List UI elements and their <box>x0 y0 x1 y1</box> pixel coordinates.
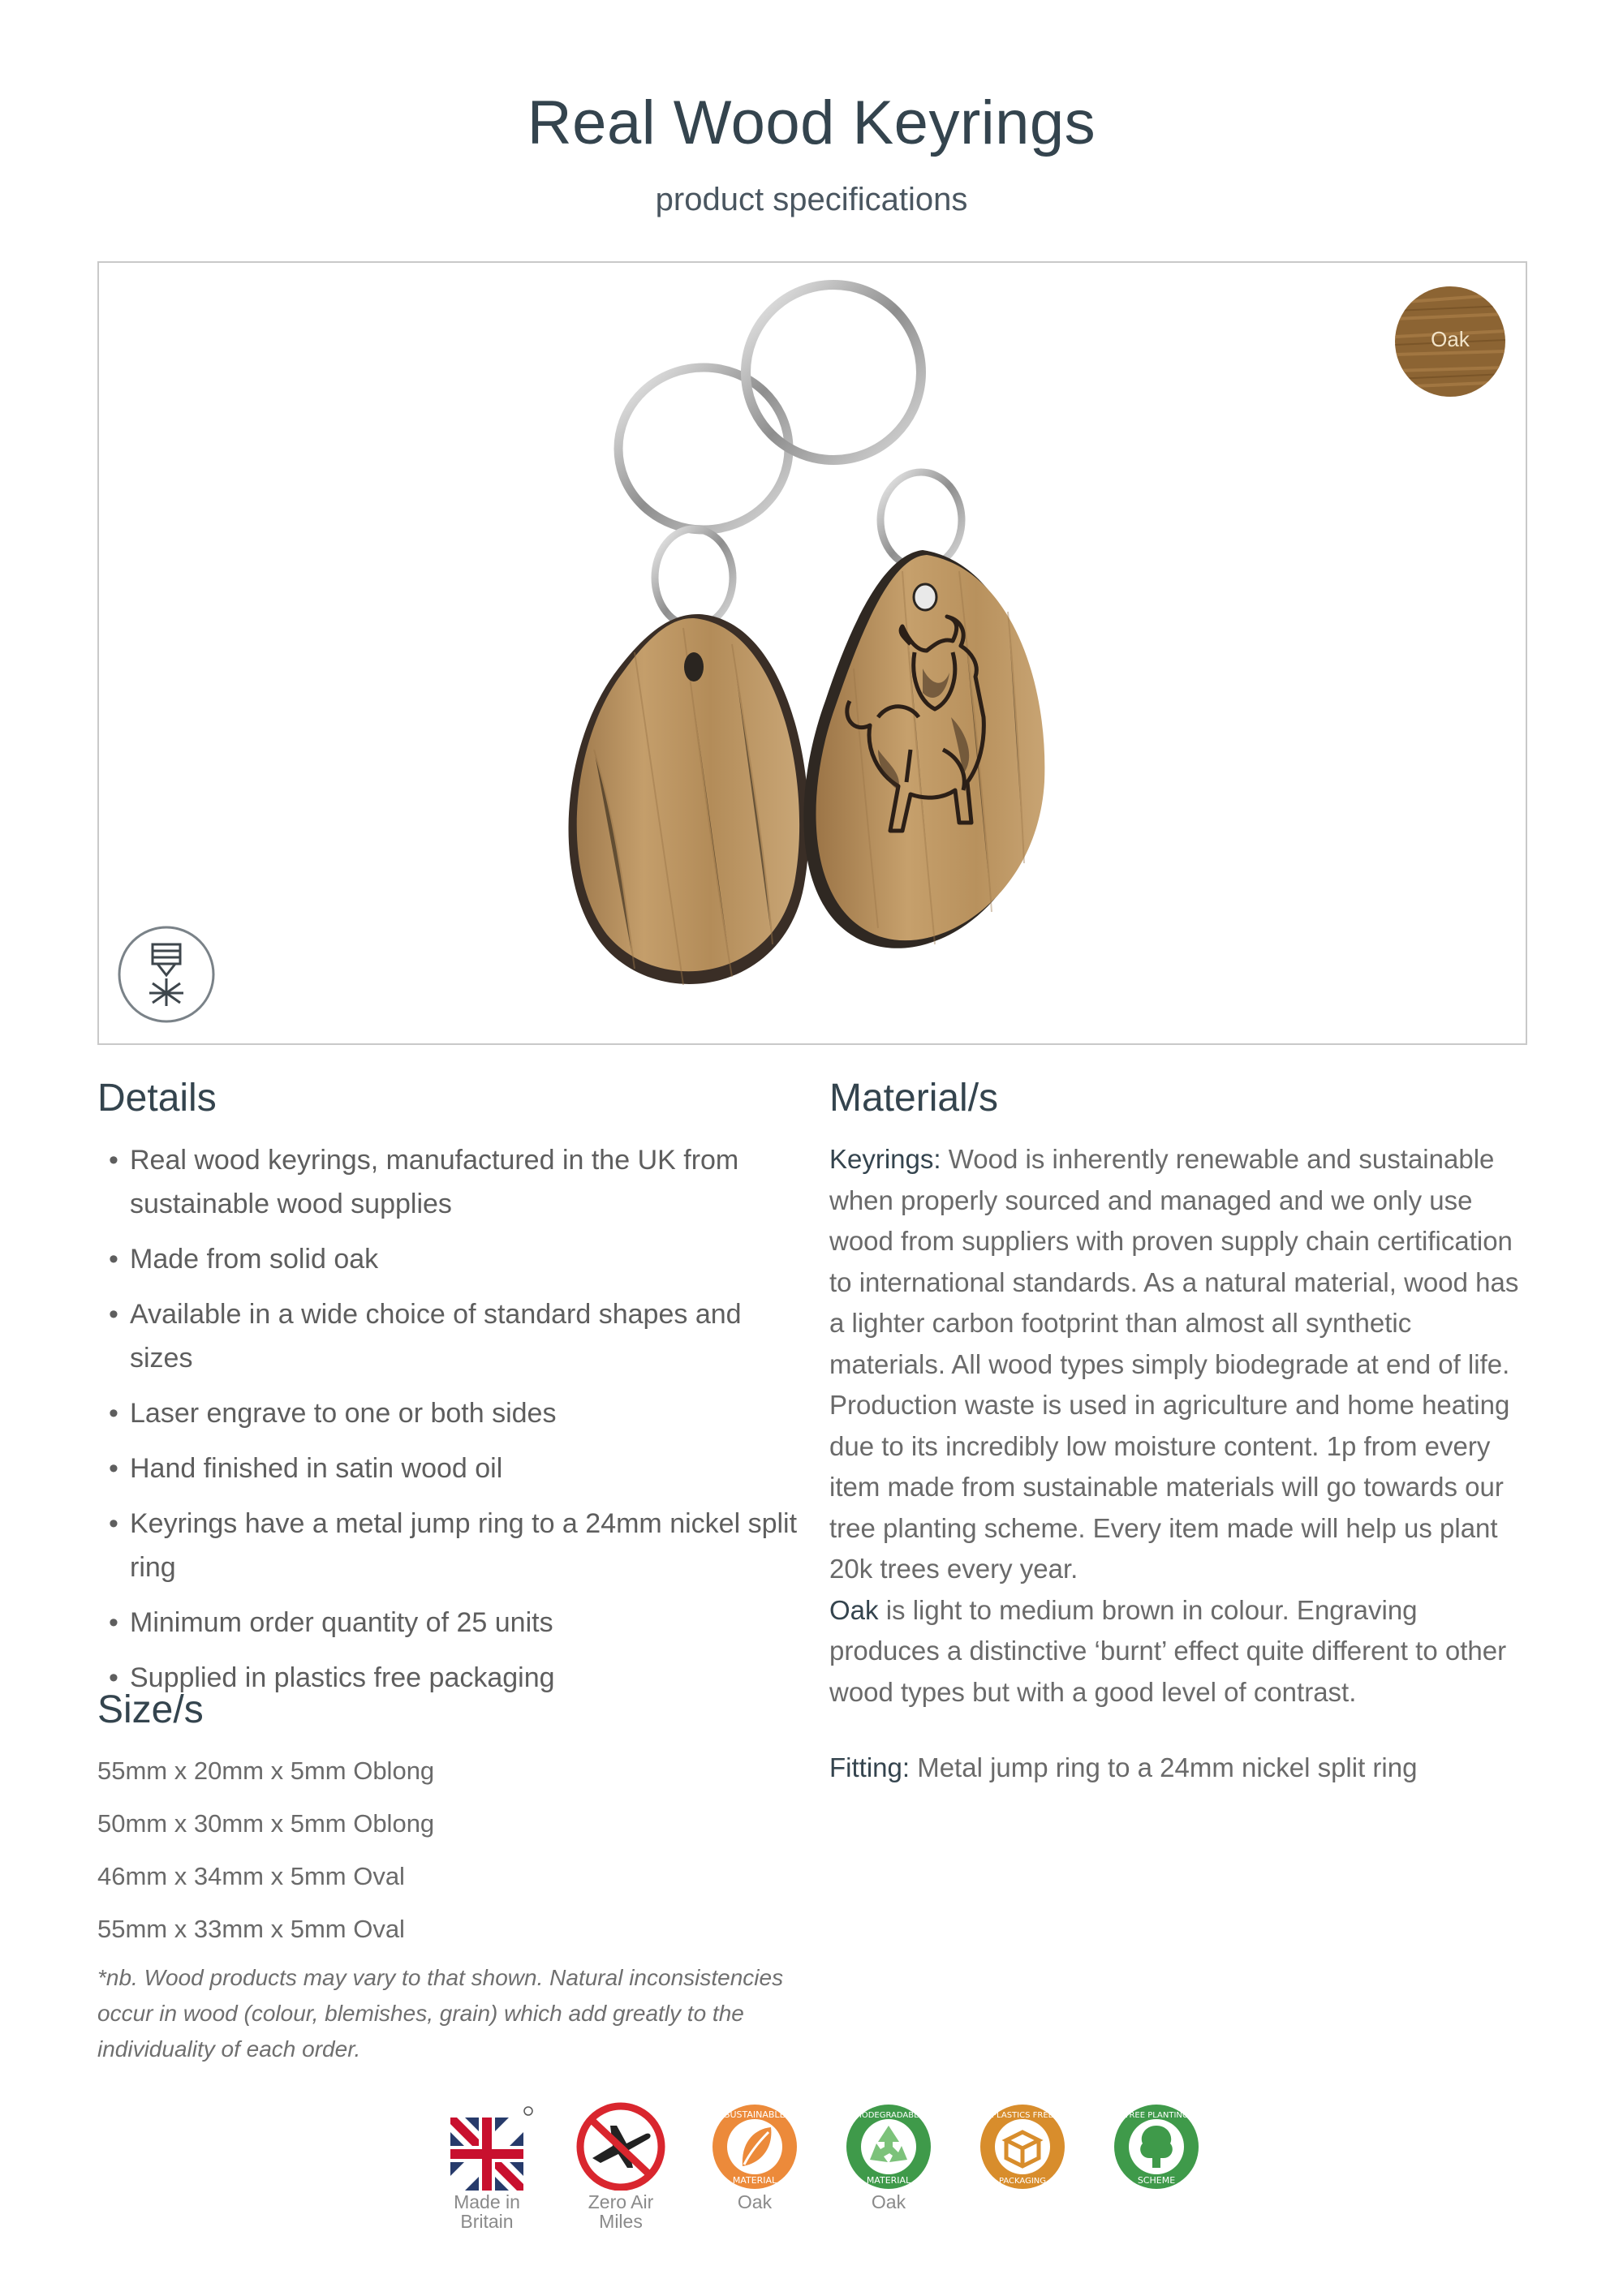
sizes-heading: Size/s <box>97 1688 204 1731</box>
plastics-free-packaging-icon <box>970 2101 1075 2191</box>
badge-label: Oak <box>737 2191 773 2212</box>
badge-label: Oak <box>871 2191 906 2212</box>
swatch-label: Oak <box>1431 327 1470 351</box>
made-in-britain-badge <box>434 2101 540 2231</box>
page-title: Real Wood Keyrings <box>527 88 1096 157</box>
size-item: 55mm x 20mm x 5mm Oblong <box>97 1756 435 1785</box>
zero-air-miles-icon <box>568 2101 674 2191</box>
tree-planting-scheme-badge <box>1104 2101 1209 2191</box>
svg-text:MATERIAL: MATERIAL <box>732 2175 777 2186</box>
badge-label: Zero Air Miles <box>588 2191 654 2232</box>
biodegradable-material-badge <box>836 2101 941 2212</box>
keyrings-label: Keyrings: <box>829 1144 941 1174</box>
page-subtitle: product specifications <box>655 182 968 217</box>
wood-variation-note: *nb. Wood products may vary to that shown. Natural inconsistencies occur in wood (colour, blemishes, grain) which add greatly to the individuality of each order. <box>97 1965 784 2062</box>
biodegradable-material-icon <box>836 2101 941 2191</box>
split-ring-left <box>618 368 789 530</box>
product-image-panel <box>97 261 1527 1045</box>
list-item: • Available in a wide choice of standard shapes and sizes <box>97 1292 803 1380</box>
list-item: • Hand finished in satin wood oil <box>97 1447 803 1490</box>
list-item: • Supplied in plastics free packaging <box>97 1656 803 1700</box>
svg-text:PACKAGING: PACKAGING <box>998 2177 1047 2186</box>
plastics-free-packaging-badge <box>970 2101 1075 2191</box>
details-list <box>97 1138 803 1711</box>
badge-label: Made in Britain <box>454 2191 520 2232</box>
svg-text:TREE PLANTING: TREE PLANTING <box>1124 2111 1189 2120</box>
sustainable-material-badge <box>702 2101 807 2212</box>
list-item: • Keyrings have a metal jump ring to a 24mm nickel split ring <box>97 1502 803 1589</box>
fitting-label: Fitting: <box>829 1752 911 1782</box>
list-item: • Real wood keyrings, manufactured in the UK from sustainable wood supplies <box>97 1138 803 1226</box>
sustainable-material-icon <box>702 2101 807 2191</box>
list-item: • Minimum order quantity of 25 units <box>97 1601 803 1645</box>
oak-description: is light to medium brown in colour. Engraving produces a distinctive ‘burnt’ effect quite different to other wood types but with a good level of contrast. <box>829 1594 1507 1707</box>
union-flag-icon <box>434 2101 540 2191</box>
svg-text:SUSTAINABLE: SUSTAINABLE <box>724 2109 786 2120</box>
list-item: • Made from solid oak <box>97 1237 803 1281</box>
size-item: 46mm x 34mm x 5mm Oval <box>97 1862 405 1890</box>
tree-planting-scheme-icon <box>1104 2101 1209 2191</box>
laser-engrave-icon <box>117 925 216 1024</box>
details-heading: Details <box>97 1077 217 1120</box>
zero-air-miles-badge <box>568 2101 674 2231</box>
oak-label: Oak <box>829 1594 879 1625</box>
oak-swatch <box>1395 286 1505 397</box>
svg-text:PLASTICS FREE: PLASTICS FREE <box>992 2111 1053 2120</box>
right-keyring-tag <box>816 555 1044 940</box>
svg-text:BIODEGRADABLE: BIODEGRADABLE <box>854 2111 923 2120</box>
keyrings-product-image <box>99 263 1526 1043</box>
jump-ring-left <box>655 529 733 626</box>
size-item: 50mm x 30mm x 5mm Oblong <box>97 1809 435 1838</box>
keyrings-description: Wood is inherently renewable and sustainable when properly sourced and managed and we only use wood from suppliers with proven supply chain certification to international standards. As a natural material, wood has a lighter carbon footprint than almost all synthetic materials. All wood types simply biodegrade at end of life. Production waste is used in agriculture and home heating due to its incredibly low moisture content. 1p from every item made from sustainable materials will go towards our tree planting scheme. Every item made will help us plant 20k trees every year. <box>829 1144 1519 1584</box>
fitting-text <box>829 1752 1529 1783</box>
size-item: 55mm x 33mm x 5mm Oval <box>97 1915 405 1943</box>
svg-text:MATERIAL: MATERIAL <box>866 2175 911 2186</box>
list-item: • Laser engrave to one or both sides <box>97 1391 803 1435</box>
split-ring-right <box>746 285 921 460</box>
materials-text <box>829 1139 1529 1713</box>
materials-heading: Material/s <box>829 1077 999 1120</box>
fitting-description: Metal jump ring to a 24mm nickel split ring <box>910 1752 1418 1782</box>
svg-text:SCHEME: SCHEME <box>1137 2175 1176 2186</box>
